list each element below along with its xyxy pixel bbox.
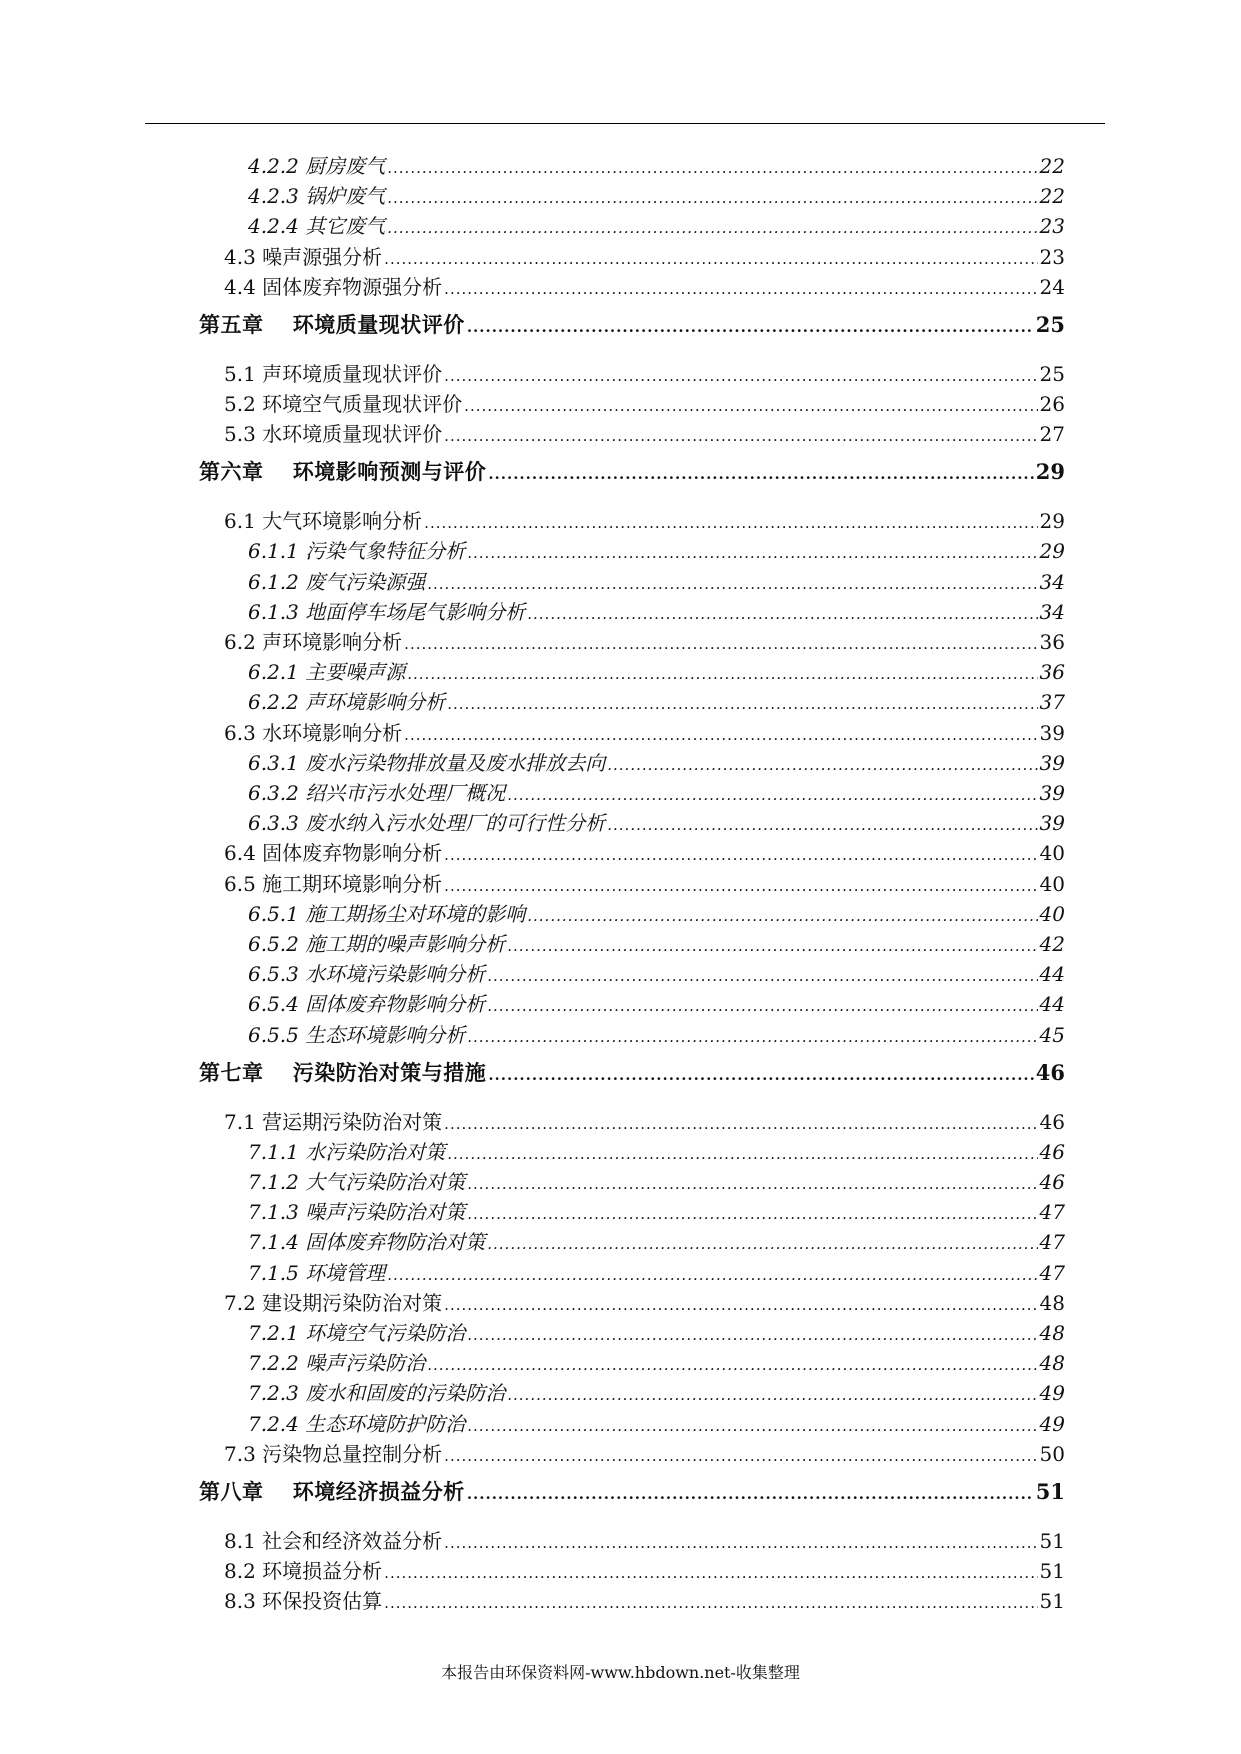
toc-entry-title: 6.1.2 废气污染源强 [248, 569, 426, 594]
toc-page-number: 29 [1039, 509, 1065, 534]
toc-dot-leader [467, 1417, 1037, 1435]
toc-entry[interactable] [248, 898, 1065, 927]
toc-entry-title: 7.1.5 环境管理 [248, 1260, 386, 1285]
toc-entry[interactable] [248, 988, 1065, 1017]
toc-page-number: 46 [1039, 1139, 1065, 1164]
toc-dot-leader [444, 1534, 1037, 1552]
toc-entry-title: 7.2.3 废水和固废的污染防治 [248, 1381, 506, 1406]
toc-entry-title: 7.1.4 固体废弃物防治对策 [248, 1230, 486, 1255]
toc-entry[interactable] [248, 1166, 1065, 1195]
toc-entry[interactable] [224, 717, 1065, 746]
toc-dot-leader [387, 189, 1037, 207]
toc-dot-leader [464, 397, 1037, 415]
toc-dot-leader [607, 756, 1037, 774]
toc-dot-leader [384, 250, 1037, 268]
toc-entry[interactable] [224, 1287, 1065, 1316]
toc-page-number: 46 [1039, 1109, 1065, 1134]
toc-dot-leader [447, 1145, 1037, 1163]
toc-page-number: 27 [1039, 422, 1065, 447]
toc-dot-leader [444, 1447, 1037, 1465]
toc-page-number: 22 [1039, 154, 1065, 178]
toc-entry[interactable] [248, 566, 1065, 595]
toc-dot-leader [427, 1356, 1037, 1374]
toc-dot-leader [507, 1386, 1037, 1404]
toc-entry[interactable] [248, 1019, 1065, 1048]
toc-entry-title: 6.3 水环境影响分析 [224, 720, 403, 745]
toc-entry-title: 7.2.2 噪声污染防治 [248, 1351, 426, 1376]
toc-entry-title: 4.2.4 其它废气 [248, 214, 386, 239]
toc-page-number: 26 [1039, 392, 1065, 416]
toc-page-number: 40 [1039, 901, 1065, 926]
toc-entry-title: 第八章 环境经济损益分析 [199, 1478, 465, 1504]
toc-entry-title: 7.1.1 水污染防治对策 [248, 1139, 446, 1164]
toc-dot-leader [384, 1594, 1037, 1612]
toc-entry-title: 8.3 环保投资估算 [224, 1589, 383, 1614]
toc-entry-title: 7.2 建设期污染防治对策 [224, 1290, 443, 1315]
toc-page-number: 23 [1039, 244, 1065, 269]
toc-dot-leader [607, 816, 1037, 834]
toc-entry[interactable] [248, 656, 1065, 685]
toc-page-number: 29 [1035, 459, 1065, 485]
page-footer: 本报告由环保资料网-www.hbdown.net-收集整理 [441, 1663, 800, 1682]
toc-entry[interactable] [224, 358, 1065, 387]
toc-entry-title: 5.2 环境空气质量现状评价 [224, 392, 463, 416]
toc-dot-leader [467, 1205, 1037, 1223]
toc-entry-title: 4.4 固体废弃物源强分析 [224, 274, 443, 299]
toc-dot-leader [444, 280, 1037, 298]
toc-dot-leader [444, 367, 1037, 385]
header-rule [145, 123, 1105, 124]
toc-chapter-entry[interactable] [199, 456, 1065, 486]
toc-dot-leader [384, 1564, 1037, 1582]
toc-entry-title: 6.1 大气环境影响分析 [224, 509, 423, 534]
toc-entry-title: 7.1 营运期污染防治对策 [224, 1109, 443, 1134]
toc-entry[interactable] [248, 210, 1065, 239]
toc-page-number: 40 [1039, 871, 1065, 896]
toc-dot-leader [467, 1028, 1037, 1046]
toc-entry-title: 6.1.1 污染气象特征分析 [248, 539, 466, 564]
toc-entry[interactable] [248, 1317, 1065, 1346]
toc-page-number: 25 [1035, 311, 1065, 337]
toc-dot-leader [387, 1266, 1037, 1284]
toc-page-number: 50 [1039, 1441, 1065, 1466]
toc-page-number: 47 [1039, 1230, 1065, 1255]
toc-dot-leader [407, 665, 1037, 683]
toc-entry[interactable] [248, 958, 1065, 987]
toc-entry[interactable] [224, 1585, 1065, 1614]
toc-dot-leader [487, 967, 1037, 985]
toc-page-number: 51 [1039, 1589, 1065, 1614]
toc-dot-leader [387, 219, 1037, 237]
toc-dot-leader [487, 997, 1037, 1015]
toc-page-number: 36 [1039, 630, 1065, 654]
toc-page-number: 46 [1039, 1170, 1065, 1194]
toc-dot-leader [404, 726, 1037, 744]
toc-entry[interactable] [224, 1525, 1065, 1554]
toc-page-number: 51 [1039, 1559, 1065, 1583]
toc-entry[interactable] [248, 1347, 1065, 1376]
toc-entry[interactable] [224, 1555, 1065, 1584]
toc-entry-title: 6.5.4 固体废弃物影响分析 [248, 992, 486, 1017]
toc-dot-leader [444, 427, 1037, 445]
toc-dot-leader [467, 1175, 1037, 1193]
toc-entry-title: 7.1.3 噪声污染防治对策 [248, 1200, 466, 1225]
toc-entry[interactable] [224, 418, 1065, 447]
toc-dot-leader [444, 1296, 1037, 1314]
toc-dot-leader [527, 907, 1037, 925]
toc-dot-leader [507, 937, 1037, 955]
toc-entry[interactable] [248, 150, 1065, 179]
toc-page-number: 39 [1039, 811, 1065, 836]
toc-entry[interactable] [248, 928, 1065, 957]
toc-entry-title: 6.3.2 绍兴市污水处理厂概况 [248, 781, 506, 805]
toc-entry-title: 6.2.2 声环境影响分析 [248, 690, 446, 715]
toc-page-number: 44 [1039, 992, 1065, 1017]
toc-entry-title: 6.3.3 废水纳入污水处理厂的可行性分析 [248, 811, 606, 836]
toc-entry-title: 6.1.3 地面停车场尾气影响分析 [248, 599, 526, 624]
toc-dot-leader [444, 877, 1037, 895]
toc-entry[interactable] [224, 1106, 1065, 1135]
toc-entry[interactable] [248, 1136, 1065, 1165]
toc-entry[interactable] [248, 747, 1065, 776]
toc-page-number: 51 [1035, 1478, 1065, 1504]
toc-entry[interactable] [248, 1257, 1065, 1286]
toc-dot-leader [424, 514, 1037, 532]
toc-dot-leader [444, 846, 1037, 864]
toc-entry[interactable] [248, 807, 1065, 836]
toc-entry[interactable] [248, 535, 1065, 564]
toc-dot-leader [467, 1485, 1034, 1503]
toc-page-number: 34 [1039, 599, 1065, 624]
toc-page-number: 36 [1039, 660, 1065, 685]
toc-entry[interactable] [248, 596, 1065, 625]
toc-entry-title: 6.5.2 施工期的噪声影响分析 [248, 932, 506, 956]
toc-entry[interactable] [248, 1196, 1065, 1225]
toc-entry[interactable] [224, 626, 1065, 655]
toc-entry[interactable] [224, 837, 1065, 866]
toc-entry-title: 第七章 污染防治对策与措施 [199, 1059, 487, 1085]
toc-entry[interactable] [248, 686, 1065, 715]
toc-page-number: 47 [1039, 1260, 1065, 1285]
toc-entry-title: 7.2.4 生态环境防护防治 [248, 1411, 466, 1436]
toc-entry-title: 4.2.3 锅炉废气 [248, 184, 386, 209]
toc-dot-leader [527, 605, 1037, 623]
toc-dot-leader [444, 1115, 1037, 1133]
toc-dot-leader [467, 1326, 1037, 1344]
toc-page-number: 48 [1039, 1290, 1065, 1315]
toc-entry-title: 5.1 声环境质量现状评价 [224, 361, 443, 386]
toc-entry-title: 7.3 污染物总量控制分析 [224, 1441, 443, 1466]
toc-entry-title: 5.3 水环境质量现状评价 [224, 422, 443, 447]
toc-entry[interactable] [224, 505, 1065, 534]
toc-page-number: 39 [1039, 720, 1065, 745]
toc-dot-leader [488, 1066, 1033, 1084]
toc-entry-title: 6.3.1 废水污染物排放量及废水排放去向 [248, 750, 606, 775]
toc-entry[interactable] [248, 180, 1065, 209]
toc-entry-title: 8.1 社会和经济效益分析 [224, 1528, 443, 1553]
toc-entry-title: 第五章 环境质量现状评价 [199, 311, 465, 337]
toc-entry-title: 7.1.2 大气污染防治对策 [248, 1170, 466, 1194]
toc-entry-title: 7.2.1 环境空气污染防治 [248, 1321, 466, 1345]
toc-page-number: 44 [1039, 962, 1065, 987]
toc-page-number: 51 [1039, 1528, 1065, 1553]
toc-dot-leader [387, 159, 1037, 177]
toc-entry-title: 6.5.5 生态环境影响分析 [248, 1022, 466, 1047]
toc-entry[interactable] [224, 1438, 1065, 1467]
toc-dot-leader [487, 1235, 1037, 1253]
toc-entry-title: 第六章 环境影响预测与评价 [199, 459, 487, 485]
toc-entry-title: 6.5.3 水环境污染影响分析 [248, 962, 486, 987]
toc-page-number: 40 [1039, 841, 1065, 866]
toc-entry-title: 6.2 声环境影响分析 [224, 630, 403, 654]
toc-dot-leader [467, 318, 1034, 336]
toc-page-number: 29 [1039, 539, 1065, 564]
toc-page-number: 39 [1039, 750, 1065, 775]
toc-dot-leader [488, 465, 1033, 483]
toc-dot-leader [447, 695, 1037, 713]
toc-entry-title: 6.4 固体废弃物影响分析 [224, 841, 443, 866]
toc-chapter-entry[interactable] [199, 1057, 1065, 1087]
toc-entry-title: 6.5 施工期环境影响分析 [224, 871, 443, 896]
toc-page-number: 24 [1039, 274, 1065, 299]
toc-page-number: 25 [1039, 361, 1065, 386]
toc-entry[interactable] [224, 271, 1065, 300]
toc-dot-leader [467, 544, 1037, 562]
toc-page-number: 23 [1039, 214, 1065, 239]
toc-dot-leader [427, 575, 1037, 593]
toc-entry-title: 8.2 环境损益分析 [224, 1559, 383, 1583]
toc-page-number: 22 [1039, 184, 1065, 209]
toc-page-number: 49 [1039, 1411, 1065, 1436]
toc-page-number: 34 [1039, 569, 1065, 594]
toc-entry[interactable] [248, 777, 1065, 806]
toc-entry[interactable] [248, 1408, 1065, 1437]
toc-chapter-entry[interactable] [199, 1476, 1065, 1506]
toc-page-number: 46 [1035, 1059, 1065, 1085]
toc-page-number: 37 [1039, 690, 1065, 715]
toc-dot-leader [507, 786, 1037, 804]
toc-page-number: 49 [1039, 1381, 1065, 1406]
toc-entry[interactable] [248, 1226, 1065, 1255]
toc-entry[interactable] [248, 1377, 1065, 1406]
toc-chapter-entry[interactable] [199, 309, 1065, 339]
toc-entry-title: 4.3 噪声源强分析 [224, 244, 383, 269]
toc-page-number: 48 [1039, 1321, 1065, 1345]
toc-page-number: 47 [1039, 1200, 1065, 1225]
toc-page-number: 39 [1039, 781, 1065, 805]
toc-entry[interactable] [224, 241, 1065, 270]
toc-page-number: 42 [1039, 932, 1065, 956]
toc-dot-leader [404, 635, 1037, 653]
toc-page-number: 48 [1039, 1351, 1065, 1376]
toc-entry[interactable] [224, 868, 1065, 897]
toc-entry[interactable] [224, 388, 1065, 417]
toc-page-number: 45 [1039, 1022, 1065, 1047]
toc-entry-title: 4.2.2 厨房废气 [248, 154, 386, 178]
toc-entry-title: 6.2.1 主要噪声源 [248, 660, 406, 685]
toc-entry-title: 6.5.1 施工期扬尘对环境的影响 [248, 901, 526, 926]
